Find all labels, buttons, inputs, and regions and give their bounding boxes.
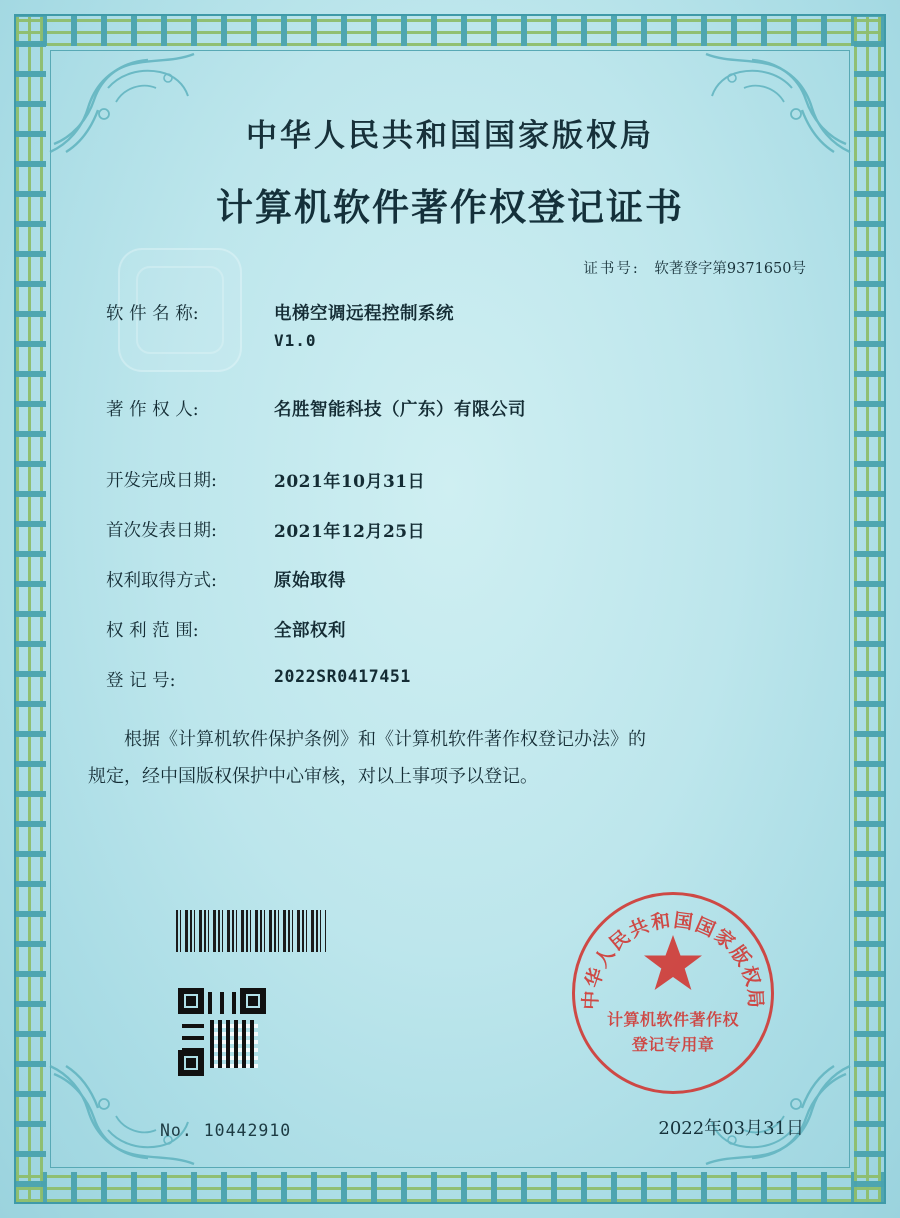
- field-first-publication-date: [106, 517, 822, 542]
- field-rights-scope: [106, 617, 822, 642]
- field-label: 开发完成日期:: [106, 471, 217, 491]
- serial-prefix: No.: [160, 1121, 193, 1140]
- seal-line-2: 登记专用章: [631, 1035, 715, 1054]
- certificate-title: 计算机软件著作权登记证书: [216, 185, 684, 229]
- field-rights-acquisition-method: [106, 567, 822, 592]
- field-registration-number: [106, 667, 822, 692]
- field-development-completion-date: [106, 467, 822, 492]
- certificate-number-row: [78, 257, 822, 278]
- field-label: 著 作 权 人:: [106, 400, 199, 420]
- field-value: 2022SR0417451: [274, 667, 411, 686]
- star-icon: [642, 933, 704, 993]
- legal-statement: [78, 722, 822, 796]
- statement-line-2: 规定，经中国版权保护中心审核，对以上事项予以登记。: [88, 765, 538, 787]
- svg-text:中华人民共和国国家版权局: 中华人民共和国国家版权局: [579, 909, 767, 1011]
- field-value-text: 电梯空调远程控制系统: [274, 304, 454, 324]
- issue-date: 2022年03月31日: [658, 1118, 804, 1139]
- certificate-footer: [78, 910, 822, 1140]
- field-value-version: V1.0: [274, 331, 317, 350]
- certificate-number-label: 证书号:: [583, 261, 640, 277]
- barcode: [176, 910, 326, 952]
- field-label: 权利取得方式:: [106, 571, 217, 591]
- seal-line-1: 计算机软件著作权: [606, 1010, 739, 1029]
- field-value: 原始取得: [274, 571, 346, 591]
- field-label: 软 件 名 称:: [106, 304, 199, 324]
- field-copyright-owner: [106, 396, 822, 421]
- qr-code: [178, 988, 266, 1076]
- field-value: 名胜智能科技（广东）有限公司: [274, 400, 526, 420]
- field-label: 权 利 范 围:: [106, 621, 199, 641]
- field-value: 全部权利: [274, 621, 346, 641]
- certificate-number-value: 软著登字第9371650号: [654, 261, 806, 277]
- field-list: [78, 300, 822, 692]
- serial-number: [160, 1121, 291, 1140]
- field-label: 登 记 号:: [106, 671, 176, 691]
- issuer-title: 中华人民共和国国家版权局: [246, 118, 654, 154]
- field-value: [274, 300, 454, 350]
- field-value: 2021年10月31日: [274, 472, 426, 492]
- official-seal: [572, 892, 774, 1094]
- statement-line-1: 根据《计算机软件保护条例》和《计算机软件著作权登记办法》的: [124, 729, 646, 750]
- field-label: 首次发表日期:: [106, 521, 217, 541]
- serial-value: 10442910: [203, 1121, 292, 1140]
- field-software-name: [106, 300, 822, 350]
- field-value: 2021年12月25日: [274, 522, 426, 542]
